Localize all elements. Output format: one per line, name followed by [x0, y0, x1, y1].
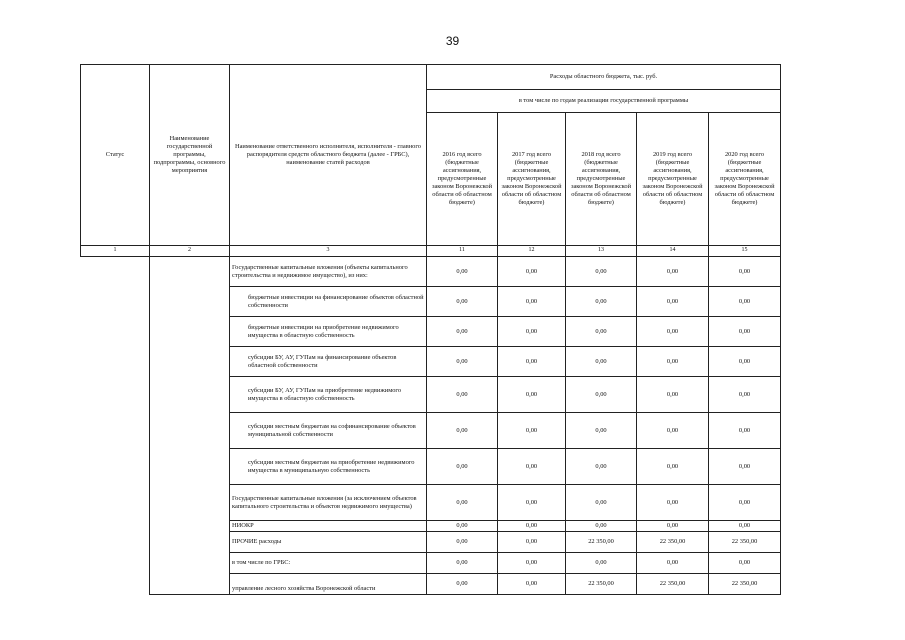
value-2017: 0,00	[498, 449, 566, 485]
column-index: 15	[709, 246, 781, 257]
value-2018: 0,00	[566, 413, 637, 449]
row-label: субсидии местным бюджетам на приобретение недвижимого имущества в муниципальную собственность	[230, 449, 427, 485]
value-2018: 0,00	[566, 257, 637, 287]
row-label: в том числе по ГРБС:	[230, 553, 427, 574]
value-2020: 0,00	[709, 347, 781, 377]
value-2019: 0,00	[637, 317, 709, 347]
value-2016: 0,00	[427, 574, 498, 595]
value-2019: 0,00	[637, 553, 709, 574]
value-2020: 0,00	[709, 521, 781, 532]
value-2016: 0,00	[427, 377, 498, 413]
row-label: бюджетные инвестиции на приобретение недвижимого имущества в областную собственность	[230, 317, 427, 347]
value-2019: 0,00	[637, 257, 709, 287]
value-2016: 0,00	[427, 257, 498, 287]
row-label: управление лесного хозяйства Воронежской области	[230, 574, 427, 595]
value-2016: 0,00	[427, 553, 498, 574]
value-2017: 0,00	[498, 317, 566, 347]
header-program-name: Наименование государственной программы, подпрограммы, основного мероприятия	[150, 65, 230, 246]
value-2018: 0,00	[566, 553, 637, 574]
value-2018: 22 350,00	[566, 574, 637, 595]
value-2019: 0,00	[637, 449, 709, 485]
column-index: 2	[150, 246, 230, 257]
value-2017: 0,00	[498, 553, 566, 574]
column-index: 12	[498, 246, 566, 257]
value-2019: 22 350,00	[637, 574, 709, 595]
header-year-2018: 2018 год всего (бюджетные ассигнования, предусмотренные законом Воронежской области об областном бюджете)	[566, 113, 637, 246]
row-label: Государственные капитальные вложения (объекты капитального строительства и недвижимое имущество), из них:	[230, 257, 427, 287]
value-2017: 0,00	[498, 347, 566, 377]
value-2020: 0,00	[709, 553, 781, 574]
value-2018: 0,00	[566, 485, 637, 521]
value-2016: 0,00	[427, 449, 498, 485]
value-2017: 0,00	[498, 574, 566, 595]
header-executor: Наименование ответственного исполнителя, исполнителя - главного распорядителя средств областного бюджета (далее - ГРБС), наименование статей расходов	[230, 65, 427, 246]
value-2018: 0,00	[566, 449, 637, 485]
value-2019: 0,00	[637, 485, 709, 521]
value-2016: 0,00	[427, 317, 498, 347]
row-label: субсидии БУ, АУ, ГУПам на приобретение недвижимого имущества в областную собственность	[230, 377, 427, 413]
value-2019: 0,00	[637, 521, 709, 532]
row-label: Государственные капитальные вложения (за исключением объектов капитального строительства и объектов недвижимого имущества)	[230, 485, 427, 521]
program-cell	[150, 257, 230, 595]
row-label: субсидии БУ, АУ, ГУПам на финансирование объектов областной собственности	[230, 347, 427, 377]
value-2020: 0,00	[709, 449, 781, 485]
column-index: 1	[81, 246, 150, 257]
header-year-2016: 2016 год всего (бюджетные ассигнования, предусмотренные законом Воронежской области об областном бюджете)	[427, 113, 498, 246]
row-label: ПРОЧИЕ расходы	[230, 532, 427, 553]
value-2017: 0,00	[498, 521, 566, 532]
value-2016: 0,00	[427, 485, 498, 521]
page-number: 39	[445, 34, 460, 48]
value-2018: 0,00	[566, 287, 637, 317]
value-2016: 0,00	[427, 532, 498, 553]
column-index: 14	[637, 246, 709, 257]
header-status: Статус	[81, 65, 150, 246]
column-index: 11	[427, 246, 498, 257]
value-2020: 0,00	[709, 485, 781, 521]
value-2020: 0,00	[709, 413, 781, 449]
value-2020: 22 350,00	[709, 532, 781, 553]
value-2020: 0,00	[709, 377, 781, 413]
value-2018: 0,00	[566, 347, 637, 377]
value-2019: 0,00	[637, 347, 709, 377]
budget-table	[80, 64, 781, 595]
header-expenses: Расходы областного бюджета, тыс. руб.	[427, 65, 781, 90]
header-by-years: в том числе по годам реализации государственной программы	[427, 90, 781, 113]
value-2020: 22 350,00	[709, 574, 781, 595]
table-row	[81, 257, 781, 287]
value-2018: 0,00	[566, 521, 637, 532]
value-2018: 22 350,00	[566, 532, 637, 553]
row-label: субсидии местным бюджетам на софинансирование объектов муниципальной собственности	[230, 413, 427, 449]
value-2017: 0,00	[498, 485, 566, 521]
value-2017: 0,00	[498, 532, 566, 553]
value-2020: 0,00	[709, 317, 781, 347]
value-2016: 0,00	[427, 521, 498, 532]
value-2016: 0,00	[427, 287, 498, 317]
header-year-2019: 2019 год всего (бюджетные ассигнования, предусмотренные законом Воронежской области об областном бюджете)	[637, 113, 709, 246]
value-2016: 0,00	[427, 413, 498, 449]
value-2020: 0,00	[709, 287, 781, 317]
column-index-row	[81, 246, 781, 257]
value-2017: 0,00	[498, 287, 566, 317]
value-2019: 0,00	[637, 287, 709, 317]
row-label: НИОКР	[230, 521, 427, 532]
value-2018: 0,00	[566, 377, 637, 413]
header-year-2020: 2020 год всего (бюджетные ассигнования, предусмотренные законом Воронежской области об областном бюджете)	[709, 113, 781, 246]
value-2017: 0,00	[498, 413, 566, 449]
header-year-2017: 2017 год всего (бюджетные ассигнования, предусмотренные законом Воронежской области об областном бюджете)	[498, 113, 566, 246]
value-2017: 0,00	[498, 377, 566, 413]
value-2019: 0,00	[637, 413, 709, 449]
value-2020: 0,00	[709, 257, 781, 287]
status-cell	[81, 257, 150, 595]
value-2019: 22 350,00	[637, 532, 709, 553]
column-index: 3	[230, 246, 427, 257]
value-2016: 0,00	[427, 347, 498, 377]
value-2019: 0,00	[637, 377, 709, 413]
value-2017: 0,00	[498, 257, 566, 287]
column-index: 13	[566, 246, 637, 257]
row-label: бюджетные инвестиции на финансирование объектов областной собственности	[230, 287, 427, 317]
value-2018: 0,00	[566, 317, 637, 347]
